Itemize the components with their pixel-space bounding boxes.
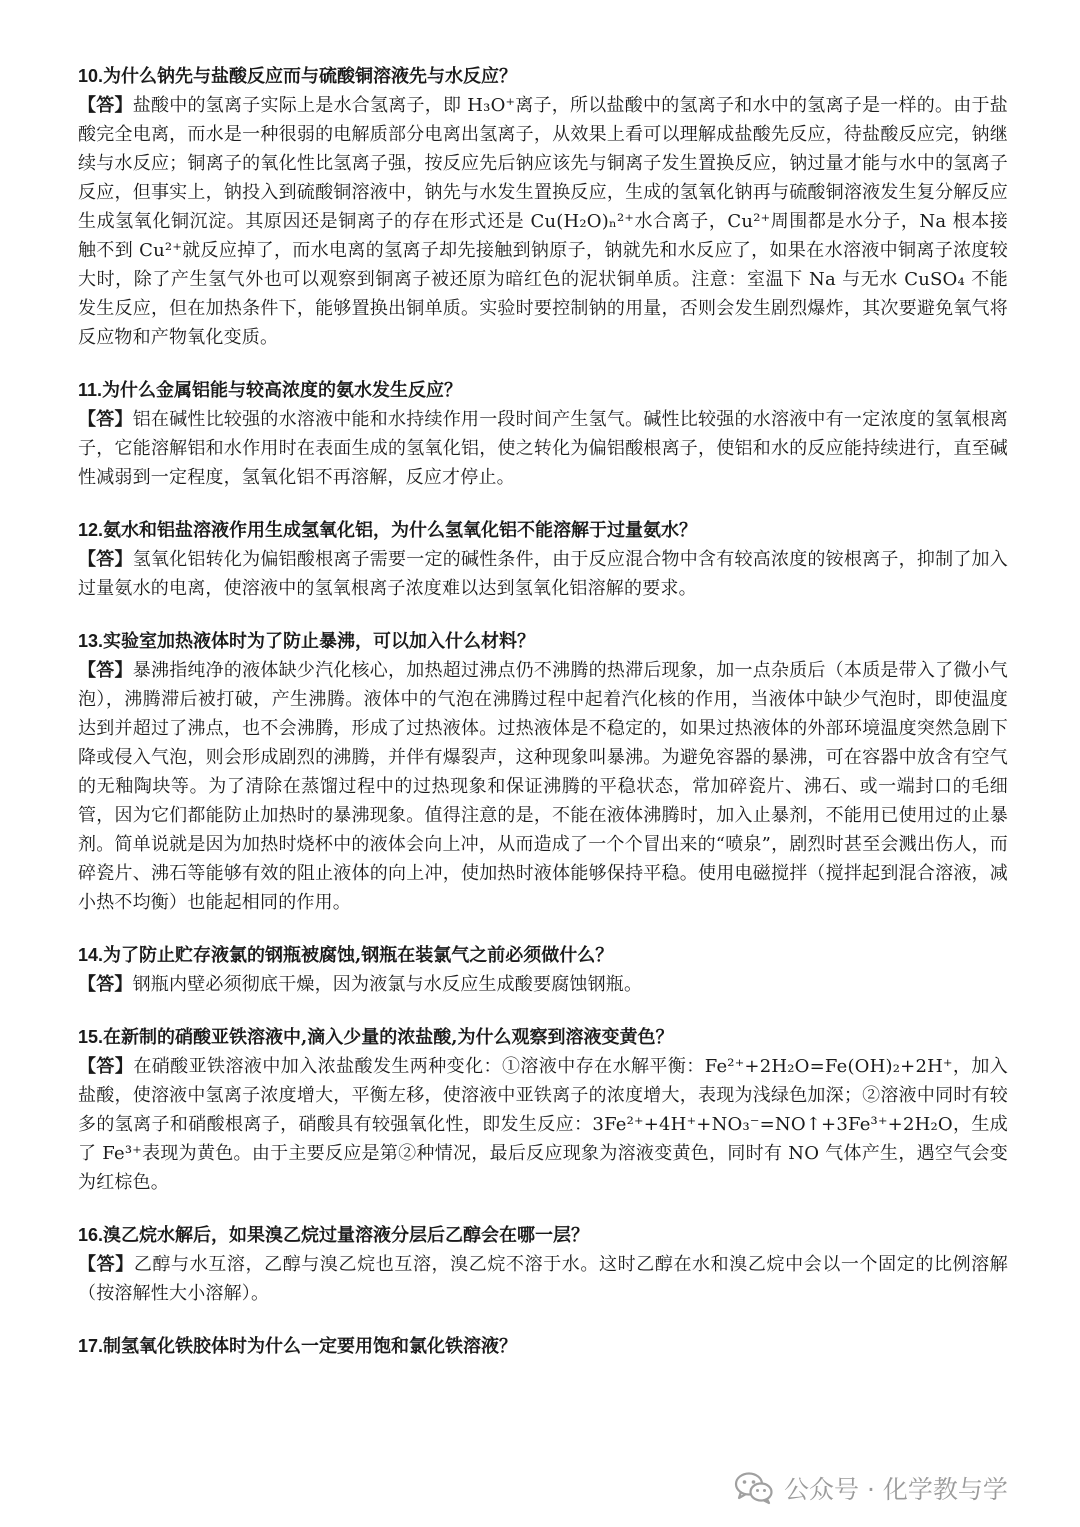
question-text: 为了防止贮存液氯的钢瓶被腐蚀,钢瓶在装氯气之前必须做什么？	[103, 945, 614, 966]
answer-text: 氢氧化铝转化为偏铝酸根离子需要一定的碱性条件，由于反应混合物中含有较高浓度的铵根离子，抑制了加入过量氨水的电离，使溶液中的氢氧根离子浓度难以达到氢氧化铝溶解的要求。	[78, 549, 1008, 599]
question-text: 氨水和铝盐溶液作用生成氢氧化铝，为什么氢氧化铝不能溶解于过量氨水？	[103, 520, 698, 541]
answer	[78, 656, 1008, 917]
watermark-text: 公众号 · 化学教与学	[784, 1475, 1008, 1504]
question	[78, 62, 1008, 91]
question	[78, 1023, 1008, 1052]
question-number: 13.	[78, 631, 104, 651]
qa-item	[78, 941, 1008, 999]
answer	[78, 1250, 1008, 1308]
question	[78, 1221, 1008, 1250]
wechat-icon	[734, 1471, 774, 1505]
answer-text: 乙醇与水互溶，乙醇与溴乙烷也互溶，溴乙烷不溶于水。这时乙醇在水和溴乙烷中会以一个固定的比例溶解（按溶解性大小溶解）。	[78, 1254, 1008, 1304]
answer-text: 暴沸指纯净的液体缺少汽化核心，加热超过沸点仍不沸腾的热滞后现象，加一点杂质后（本质是带入了微小气泡），沸腾滞后被打破，产生沸腾。液体中的气泡在沸腾过程中起着汽化核的作用，当液体中缺少气泡时，即使温度达到并超过了沸点，也不会沸腾，形成了过热液体。过热液体是不稳定的，如果过热液体的外部环境温度突然急剧下降或侵入气泡，则会形成剧烈的沸腾，并伴有爆裂声，这种现象叫暴沸。为避免容器的暴沸，可在容器中放含有空气的无釉陶块等。为了清除在蒸馏过程中的过热现象和保证沸腾的平稳状态，常加碎瓷片、沸石、或一端封口的毛细管，因为它们都能防止加热时的暴沸现象。值得注意的是，不能在液体沸腾时，加入止暴剂，不能用已使用过的止暴剂。简单说就是因为加热时烧杯中的液体会向上冲，从而造成了一个个冒出来的“喷泉”，剧烈时甚至会溅出伤人，而碎瓷片、沸石等能够有效的阻止液体的向上冲，使加热时液体能够保持平稳。使用电磁搅拌（搅拌起到混合溶液，减小热不均衡）也能起相同的作用。	[78, 660, 1008, 913]
question-number: 11.	[78, 380, 103, 400]
question-text: 制氢氧化铁胶体时为什么一定要用饱和氯化铁溶液？	[103, 1336, 518, 1357]
question-number: 17.	[78, 1336, 104, 1356]
answer-text: 铝在碱性比较强的水溶液中能和水持续作用一段时间产生氢气。碱性比较强的水溶液中有一定浓度的氢氧根离子，它能溶解铝和水作用时在表面生成的氢氧化铝，使之转化为偏铝酸根离子，使铝和水的反应能持续进行，直至碱性减弱到一定程度，氢氧化铝不再溶解，反应才停止。	[78, 409, 1008, 488]
answer-tag: 【答】	[78, 1056, 134, 1077]
qa-item	[78, 516, 1008, 603]
qa-item	[78, 376, 1008, 492]
qa-item	[78, 1221, 1008, 1308]
answer-text: 在硝酸亚铁溶液中加入浓盐酸发生两种变化：①溶液中存在水解平衡：Fe²⁺+2H₂O=Fe(OH)₂+2H⁺，加入盐酸，使溶液中氢离子浓度增大，平衡左移，使溶液中亚铁离子的浓度增大，表现为浅绿色加深；②溶液中同时有较多的氢离子和硝酸根离子，硝酸具有较强氧化性，即发生反应：3Fe²⁺+4H⁺+NO₃⁻=NO↑+3Fe³⁺+2H₂O，生成了 Fe³⁺表现为黄色。由于主要反应是第②种情况，最后反应现象为溶液变黄色，同时有 NO 气体产生，遇空气会变为红棕色。	[78, 1056, 1008, 1193]
question-text: 在新制的硝酸亚铁溶液中,滴入少量的浓盐酸,为什么观察到溶液变黄色？	[103, 1027, 674, 1048]
question	[78, 1332, 1008, 1361]
answer	[78, 1052, 1008, 1197]
answer	[78, 91, 1008, 352]
answer	[78, 970, 1008, 999]
question	[78, 627, 1008, 656]
answer-text: 盐酸中的氢离子实际上是水合氢离子，即 H₃O⁺离子，所以盐酸中的氢离子和水中的氢离子是一样的。由于盐酸完全电离，而水是一种很弱的电解质部分电离出氢离子，从效果上看可以理解成盐酸先反应，待盐酸反应完，钠继续与水反应；铜离子的氧化性比氢离子强，按反应先后钠应该先与铜离子发生置换反应，钠过量才能与水中的氢离子反应，但事实上，钠投入到硫酸铜溶液中，钠先与水发生置换反应，生成的氢氧化钠再与硫酸铜溶液发生复分解反应生成氢氧化铜沉淀。其原因还是铜离子的存在形式还是 Cu(H₂O)ₙ²⁺水合离子，Cu²⁺周围都是水分子，Na 根本接触不到 Cu²⁺就反应掉了，而水电离的氢离子却先接触到钠原子，钠就先和水反应了，如果在水溶液中铜离子浓度较大时，除了产生氢气外也可以观察到铜离子被还原为暗红色的泥状铜单质。注意：室温下 Na 与无水 CuSO₄ 不能发生反应，但在加热条件下，能够置换出铜单质。实验时要控制钠的用量，否则会发生剧烈爆炸，其次要避免氧气将反应物和产物氧化变质。	[78, 95, 1009, 348]
question-number: 12.	[78, 520, 104, 540]
document-body	[78, 62, 1008, 1385]
answer-tag: 【答】	[78, 95, 133, 116]
qa-item	[78, 1023, 1008, 1197]
qa-item	[78, 627, 1008, 917]
answer-text: 钢瓶内壁必须彻底干燥，因为液氯与水反应生成酸要腐蚀钢瓶。	[132, 974, 643, 995]
answer-tag: 【答】	[78, 549, 133, 570]
answer-tag: 【答】	[78, 660, 133, 681]
question	[78, 516, 1008, 545]
question	[78, 376, 1008, 405]
question-text: 为什么钠先与盐酸反应而与硫酸铜溶液先与水反应？	[103, 66, 518, 87]
answer-tag: 【答】	[78, 409, 133, 430]
question-number: 15.	[78, 1027, 104, 1047]
answer	[78, 405, 1008, 492]
answer-tag: 【答】	[78, 1254, 134, 1275]
question-text: 实验室加热液体时为了防止暴沸，可以加入什么材料？	[103, 631, 536, 652]
question-number: 16.	[78, 1225, 104, 1245]
question-text: 溴乙烷水解后，如果溴乙烷过量溶液分层后乙醇会在哪一层？	[103, 1225, 590, 1246]
qa-item	[78, 1332, 1008, 1361]
watermark	[734, 1468, 1008, 1508]
question-number: 10.	[78, 66, 104, 86]
question-number: 14.	[78, 945, 104, 965]
question-text: 为什么金属铝能与较高浓度的氨水发生反应？	[102, 380, 463, 401]
qa-item	[78, 62, 1008, 352]
question	[78, 941, 1008, 970]
answer	[78, 545, 1008, 603]
answer-tag: 【答】	[78, 974, 133, 995]
